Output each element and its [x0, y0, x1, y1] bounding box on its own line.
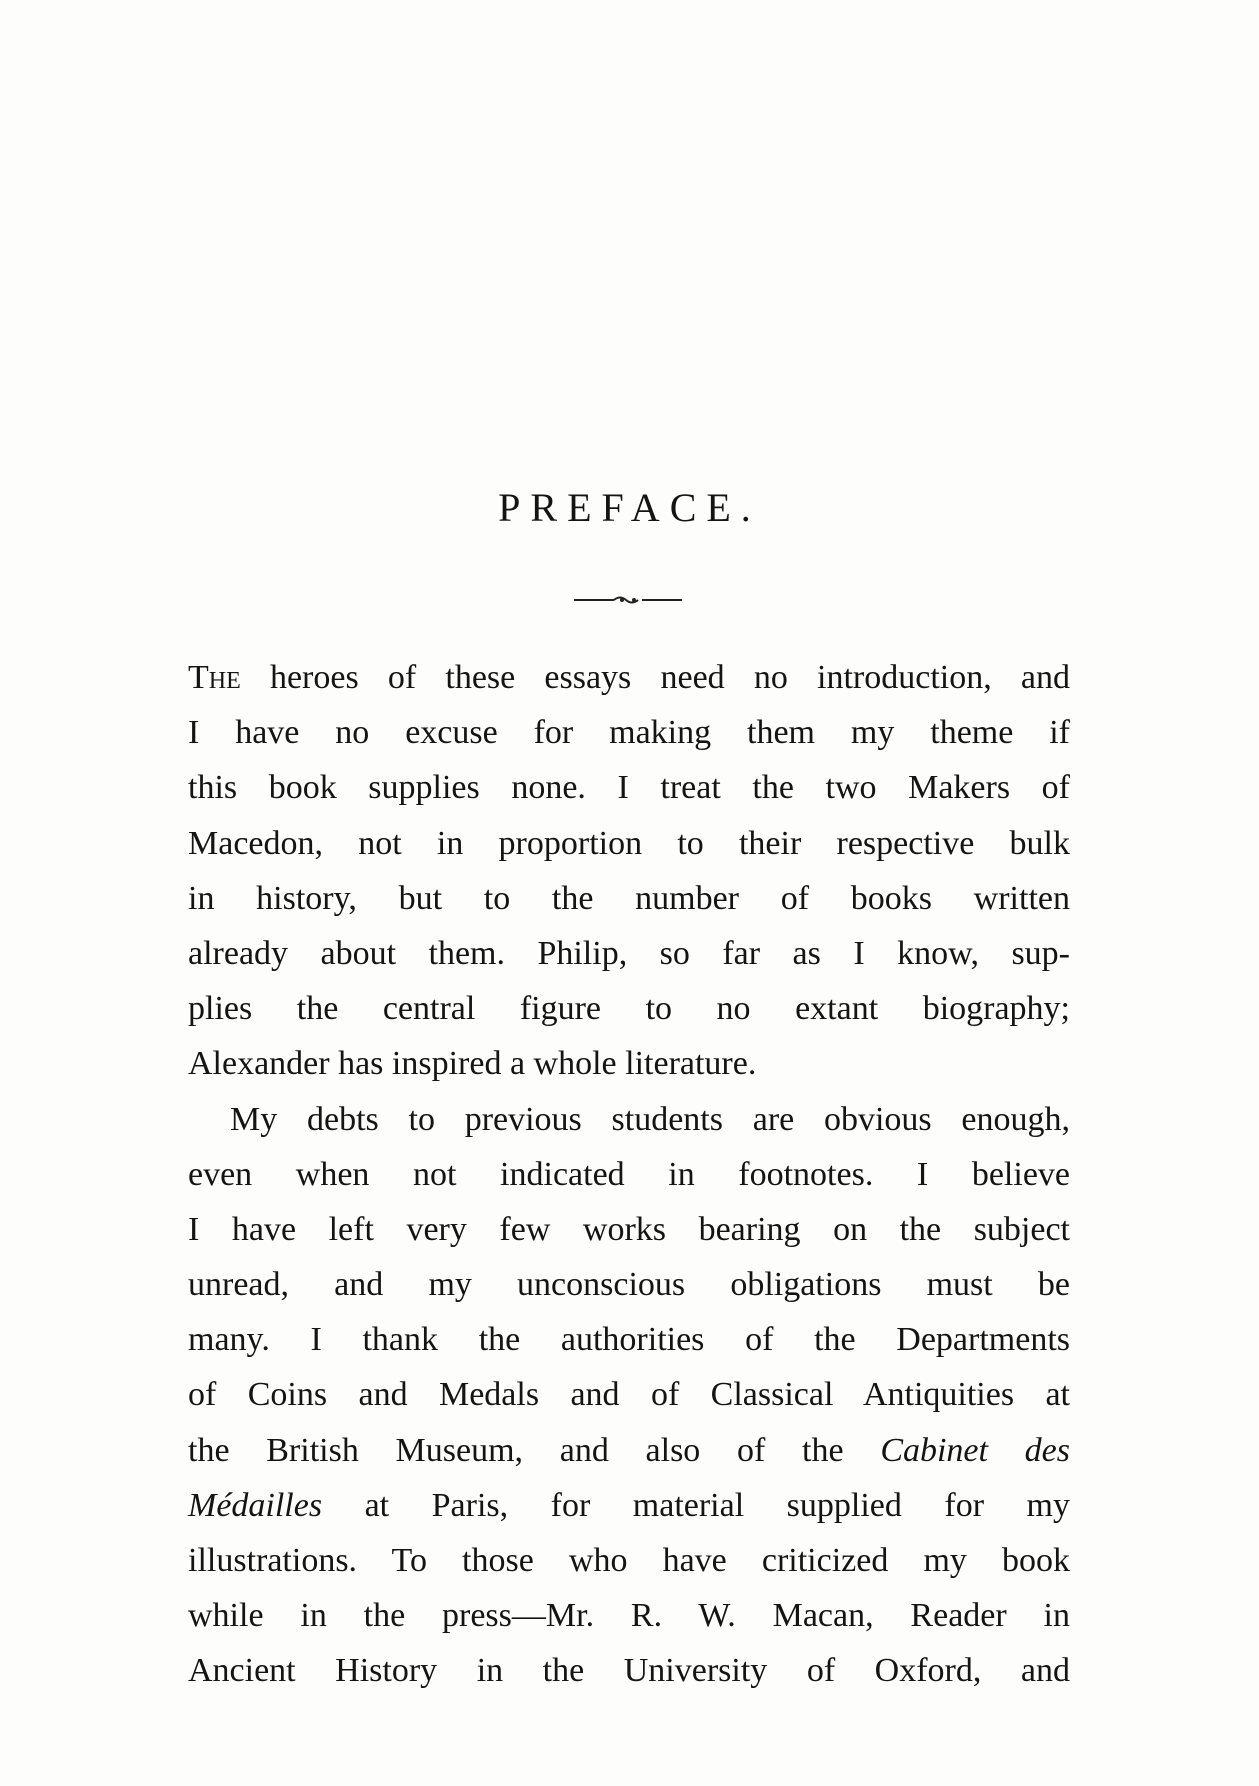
text-line: while in the press—Mr. R. W. Macan, Reader in — [188, 1597, 1070, 1635]
text-line: I have no excuse for making them my theme if — [188, 714, 1070, 752]
text-line: My debts to previous students are obvious enough, — [230, 1100, 1070, 1138]
text-line: this book supplies none. I treat the two Makers of — [188, 769, 1070, 807]
text-line: in history, but to the number of books written — [188, 879, 1070, 917]
text-line: plies the central figure to no extant biography; — [188, 990, 1070, 1028]
text-line: many. I thank the authorities of the Departments — [188, 1321, 1070, 1359]
page-heading: PREFACE. — [498, 485, 761, 530]
italic-title: Médailles — [188, 1486, 323, 1524]
text-line: Alexander has inspired a whole literature. — [188, 1045, 757, 1083]
text-line: Ancient History in the University of Oxford, and — [188, 1652, 1070, 1690]
text-line: illustrations. To those who have criticized my book — [188, 1542, 1070, 1579]
text-line: I have left very few works bearing on the subject — [188, 1210, 1070, 1248]
text-line: unread, and my unconscious obligations must be — [188, 1266, 1070, 1304]
line-text: the British Museum, and also of the — [188, 1431, 881, 1469]
preface-body — [188, 650, 1070, 1699]
drop-word: The — [188, 659, 241, 696]
divider-ornament-icon — [574, 593, 682, 607]
text-line — [188, 650, 1070, 705]
paragraph-1 — [188, 650, 1070, 1092]
text-line — [188, 1478, 1070, 1533]
paragraph-2 — [188, 1092, 1070, 1699]
text-line: Macedon, not in proportion to their respective bulk — [188, 824, 1070, 862]
line-text: at Paris, for material supplied for my — [322, 1486, 1070, 1524]
text-line — [188, 1423, 1070, 1478]
text-line: of Coins and Medals and of Classical Antiquities at — [188, 1376, 1070, 1414]
italic-title: Cabinet des — [880, 1431, 1071, 1469]
text-line: already about them. Philip, so far as I know, sup- — [188, 934, 1070, 972]
text-line: even when not indicated in footnotes. I believe — [188, 1155, 1070, 1193]
line-text: heroes of these essays need no introduction, and — [240, 659, 1070, 696]
